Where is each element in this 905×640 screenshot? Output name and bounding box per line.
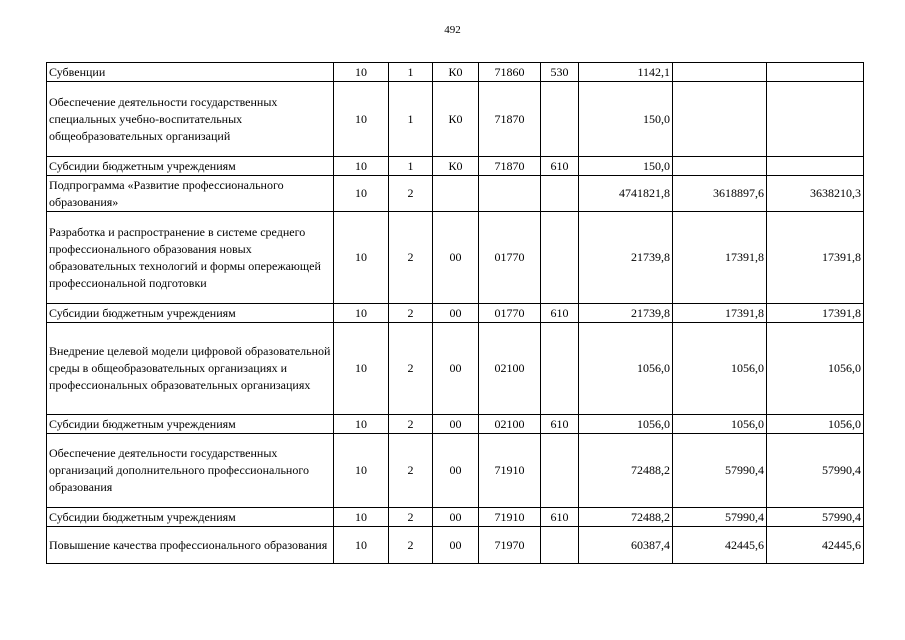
row-name: Повышение качества профессионального образования bbox=[47, 527, 334, 564]
table-row bbox=[47, 323, 864, 415]
target-article-code: 71860 bbox=[479, 63, 541, 82]
program-code: К0 bbox=[433, 157, 479, 176]
target-article-code bbox=[479, 176, 541, 212]
sum-year-2: 17391,8 bbox=[673, 212, 767, 304]
expense-type-code: 610 bbox=[541, 304, 579, 323]
subsection-code: 2 bbox=[389, 415, 433, 434]
sum-year-2 bbox=[673, 157, 767, 176]
sum-year-2: 42445,6 bbox=[673, 527, 767, 564]
table-row bbox=[47, 82, 864, 157]
table-row bbox=[47, 157, 864, 176]
sum-year-2: 57990,4 bbox=[673, 508, 767, 527]
expense-type-code: 610 bbox=[541, 157, 579, 176]
subsection-code: 1 bbox=[389, 63, 433, 82]
target-article-code: 01770 bbox=[479, 212, 541, 304]
row-name: Подпрограмма «Развитие профессионального образования» bbox=[47, 176, 334, 212]
section-code: 10 bbox=[334, 415, 389, 434]
program-code: 00 bbox=[433, 323, 479, 415]
sum-year-3: 17391,8 bbox=[767, 304, 864, 323]
program-code: 00 bbox=[433, 304, 479, 323]
section-code: 10 bbox=[334, 434, 389, 508]
table-row bbox=[47, 304, 864, 323]
row-name: Субсидии бюджетным учреждениям bbox=[47, 415, 334, 434]
sum-year-3: 42445,6 bbox=[767, 527, 864, 564]
section-code: 10 bbox=[334, 304, 389, 323]
sum-year-1: 150,0 bbox=[579, 82, 673, 157]
section-code: 10 bbox=[334, 323, 389, 415]
table-row bbox=[47, 415, 864, 434]
sum-year-3: 3638210,3 bbox=[767, 176, 864, 212]
sum-year-3 bbox=[767, 157, 864, 176]
program-code: К0 bbox=[433, 63, 479, 82]
sum-year-2: 1056,0 bbox=[673, 323, 767, 415]
sum-year-1: 1056,0 bbox=[579, 415, 673, 434]
row-name: Субсидии бюджетным учреждениям bbox=[47, 157, 334, 176]
section-code: 10 bbox=[334, 82, 389, 157]
table-row bbox=[47, 176, 864, 212]
sum-year-2 bbox=[673, 82, 767, 157]
table-row bbox=[47, 508, 864, 527]
expense-type-code bbox=[541, 176, 579, 212]
sum-year-2: 57990,4 bbox=[673, 434, 767, 508]
section-code: 10 bbox=[334, 63, 389, 82]
sum-year-2: 17391,8 bbox=[673, 304, 767, 323]
target-article-code: 02100 bbox=[479, 323, 541, 415]
subsection-code: 2 bbox=[389, 212, 433, 304]
program-code: 00 bbox=[433, 434, 479, 508]
target-article-code: 71970 bbox=[479, 527, 541, 564]
sum-year-1: 1056,0 bbox=[579, 323, 673, 415]
budget-table bbox=[46, 62, 864, 564]
target-article-code: 71870 bbox=[479, 82, 541, 157]
table-row bbox=[47, 212, 864, 304]
expense-type-code bbox=[541, 212, 579, 304]
sum-year-1: 21739,8 bbox=[579, 212, 673, 304]
subsection-code: 2 bbox=[389, 176, 433, 212]
subsection-code: 1 bbox=[389, 157, 433, 176]
sum-year-1: 72488,2 bbox=[579, 434, 673, 508]
page-number: 492 bbox=[444, 24, 461, 36]
table-row bbox=[47, 434, 864, 508]
sum-year-3: 57990,4 bbox=[767, 508, 864, 527]
expense-type-code bbox=[541, 323, 579, 415]
program-code: К0 bbox=[433, 82, 479, 157]
sum-year-1: 1142,1 bbox=[579, 63, 673, 82]
sum-year-1: 60387,4 bbox=[579, 527, 673, 564]
row-name: Субсидии бюджетным учреждениям bbox=[47, 508, 334, 527]
sum-year-3: 1056,0 bbox=[767, 415, 864, 434]
section-code: 10 bbox=[334, 212, 389, 304]
sum-year-3: 1056,0 bbox=[767, 323, 864, 415]
expense-type-code bbox=[541, 434, 579, 508]
target-article-code: 71870 bbox=[479, 157, 541, 176]
section-code: 10 bbox=[334, 157, 389, 176]
table-row bbox=[47, 527, 864, 564]
sum-year-3 bbox=[767, 82, 864, 157]
sum-year-1: 4741821,8 bbox=[579, 176, 673, 212]
table-row bbox=[47, 63, 864, 82]
sum-year-2 bbox=[673, 63, 767, 82]
row-name: Разработка и распространение в системе среднего профессионального образования новых образовательных технологий и формы опережающей профессиональной подготовки bbox=[47, 212, 334, 304]
sum-year-1: 21739,8 bbox=[579, 304, 673, 323]
expense-type-code: 610 bbox=[541, 415, 579, 434]
program-code: 00 bbox=[433, 212, 479, 304]
subsection-code: 2 bbox=[389, 434, 433, 508]
program-code: 00 bbox=[433, 415, 479, 434]
sum-year-2: 3618897,6 bbox=[673, 176, 767, 212]
program-code bbox=[433, 176, 479, 212]
sum-year-3 bbox=[767, 63, 864, 82]
subsection-code: 1 bbox=[389, 82, 433, 157]
subsection-code: 2 bbox=[389, 527, 433, 564]
row-name: Обеспечение деятельности государственных специальных учебно-воспитательных общеобразовательных организаций bbox=[47, 82, 334, 157]
section-code: 10 bbox=[334, 527, 389, 564]
target-article-code: 71910 bbox=[479, 508, 541, 527]
row-name: Субсидии бюджетным учреждениям bbox=[47, 304, 334, 323]
expense-type-code: 530 bbox=[541, 63, 579, 82]
subsection-code: 2 bbox=[389, 323, 433, 415]
expense-type-code bbox=[541, 527, 579, 564]
target-article-code: 71910 bbox=[479, 434, 541, 508]
section-code: 10 bbox=[334, 508, 389, 527]
expense-type-code bbox=[541, 82, 579, 157]
sum-year-3: 17391,8 bbox=[767, 212, 864, 304]
sum-year-1: 150,0 bbox=[579, 157, 673, 176]
row-name: Обеспечение деятельности государственных организаций дополнительного профессионального образования bbox=[47, 434, 334, 508]
target-article-code: 02100 bbox=[479, 415, 541, 434]
sum-year-2: 1056,0 bbox=[673, 415, 767, 434]
program-code: 00 bbox=[433, 527, 479, 564]
section-code: 10 bbox=[334, 176, 389, 212]
target-article-code: 01770 bbox=[479, 304, 541, 323]
expense-type-code: 610 bbox=[541, 508, 579, 527]
row-name: Субвенции bbox=[47, 63, 334, 82]
sum-year-3: 57990,4 bbox=[767, 434, 864, 508]
subsection-code: 2 bbox=[389, 508, 433, 527]
subsection-code: 2 bbox=[389, 304, 433, 323]
sum-year-1: 72488,2 bbox=[579, 508, 673, 527]
program-code: 00 bbox=[433, 508, 479, 527]
row-name: Внедрение целевой модели цифровой образовательной среды в общеобразовательных организациях и профессиональных образовательных организациях bbox=[47, 323, 334, 415]
